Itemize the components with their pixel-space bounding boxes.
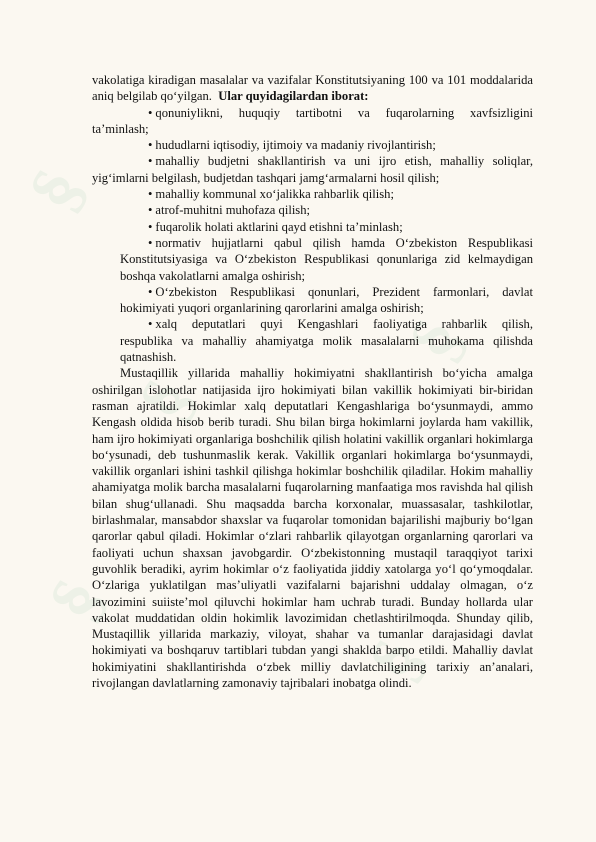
list-item [92, 202, 533, 218]
list-item-text: mahalliy budjetni shakllantirish va uni ijro etish, mahalliy soliqlar, [155, 154, 533, 169]
watermark: § [354, 626, 440, 694]
bullet-icon: • [148, 235, 153, 250]
list-item-text: hududlarni iqtisodiy, ijtimoiy va madaniy rivojlantirish; [155, 138, 436, 153]
list-item [92, 219, 533, 235]
main-paragraph: Mustaqillik yillarida mahalliy hokimiyatni shakllantirish bo‘yicha amalga oshirilgan islohotlar natijasida ijro hokimiyati bilan vakillik hokimiyati bir-biridan rasman ajratildi. Hokimlar xalq deputatlari Kengashlariga bo‘ysunmaydi, ammo Kengash oldida hisob berib turadi. Shu bilan birga hokimlarni joylarda ham vakillik, ham ijro hokimiyati organlariga boshchilik qilish holatini vakillik organlari hokimlarga bo‘ysunadi, deb tushunmaslik kerak. Vakillik organlari hokimlarga bo‘ysunmaydi, vakillik organlari ishini tashkil qilishga hokimlar boshchilik qiladilar. Hokim mahalliy ahamiyatga molik barcha masalalarni fuqarolarning manfaatiga mos ravishda hal qilish bilan shug‘ullanadi. Shu maqsadda barcha korxonalar, muassasalar, tashkilotlar, birlashmalar, mansabdor shaxslar va fuqarolar tomonidan bajarilishi majburiy bo‘lgan qarorlar qabul qiladi. Hokimlar o‘zlari rahbarlik qilayotgan organlarning qarorlari va faoliyati uchun shaxsan javobgardir. O‘zbekistonning mustaqil taraqqiyot tarixi guvohlik beradiki, ayrim hokimlar o‘z faoliyatida jiddiy xatolarga yo‘l qo‘ymoqdalar. O‘zlariga yuklatilgan mas’uliyatli vazifalarni bajarishni uddalay olmagan, o‘z lavozimini suiiste’mol qiluvchi hokimlar ham uchrab turadi. Bunday hollarda ular vakolat muddatidan oldin hokimlik lavozimidan chetlashtirilmoqda. Shunday qilib, Mustaqillik yillarida markaziy, viloyat, shahar va tumanlar darajasidagi davlat hokimiyati va boshqaruv tartiblari tubdan yangi shaklda barpo etildi. Mahalliy davlat hokimiyatini shakllantirishda o‘zbek milliy davlatchiligining tarixiy an’analari, rivojlangan davlatlarning zamonaviy tajribalari inobatga olindi. [92, 366, 533, 690]
list-item-text: normativ hujjatlarni qabul qilish hamda O‘zbekiston Respublikasi [155, 235, 533, 250]
list-item [92, 137, 533, 153]
list-item-text: qonuniylikni, huquqiy tartibotni va fuqarolarning xavfsizligini [155, 105, 533, 120]
list-item [92, 316, 533, 365]
bullet-icon: • [148, 154, 153, 169]
list-item [92, 105, 533, 138]
list-item [92, 186, 533, 202]
bullet-icon: • [148, 219, 153, 234]
body-text [92, 72, 533, 691]
watermark: § [14, 156, 100, 224]
list-item-continuation: Konstitutsiyasiga va O‘zbekiston Respublikasi qonunlariga zid kelmaydigan boshqa vakolatlarni amalga oshirish; [120, 252, 533, 283]
list-item-continuation: hokimiyati yuqori organlarining qarorlarini amalga oshirish; [120, 301, 424, 316]
list-item-text: mahalliy kommunal xo‘jalikka rahbarlik qilish; [155, 187, 394, 202]
list-item-continuation: respublika va mahalliy ahamiyatga molik masalalarni muhokama qilishda qatnashish. [120, 333, 533, 365]
watermark: § [124, 366, 210, 434]
bullet-icon: • [148, 203, 153, 218]
list-item-continuation: ta’minlash; [92, 121, 149, 136]
intro-text: vakolatiga kiradigan masalalar va vazifalar Konstitutsiyaning 100 va 101 moddalarida aniq belgilab qo‘yilgan. [92, 73, 533, 104]
bullet-icon: • [148, 317, 153, 332]
list-item-text: O‘zbekiston Respublikasi qonunlari, Prezident farmonlari, davlat [155, 284, 533, 299]
list-item-text: atrof-muhitni muhofaza qilish; [155, 203, 311, 218]
bullet-icon: • [148, 284, 153, 299]
bullet-icon: • [148, 105, 153, 120]
list-item-continuation: yig‘imlarni belgilash, budjetdan tashqari jamg‘armalarni hosil qilish; [92, 170, 440, 185]
watermark: § [34, 566, 120, 634]
bullet-icon: • [148, 138, 153, 153]
bullet-list [92, 105, 533, 366]
list-item [92, 284, 533, 317]
list-item [92, 153, 533, 186]
watermark: § [394, 306, 480, 374]
intro-paragraph [92, 72, 533, 105]
list-item [92, 235, 533, 284]
list-item-text: xalq deputatlari quyi Kengashlari faoliyatiga rahbarlik qilish, [155, 317, 533, 332]
bullet-icon: • [148, 187, 153, 202]
intro-bold: Ular quyidagilardan iborat: [218, 89, 369, 104]
list-item-text: fuqarolik holati aktlarini qayd etishni ta’minlash; [155, 219, 403, 234]
